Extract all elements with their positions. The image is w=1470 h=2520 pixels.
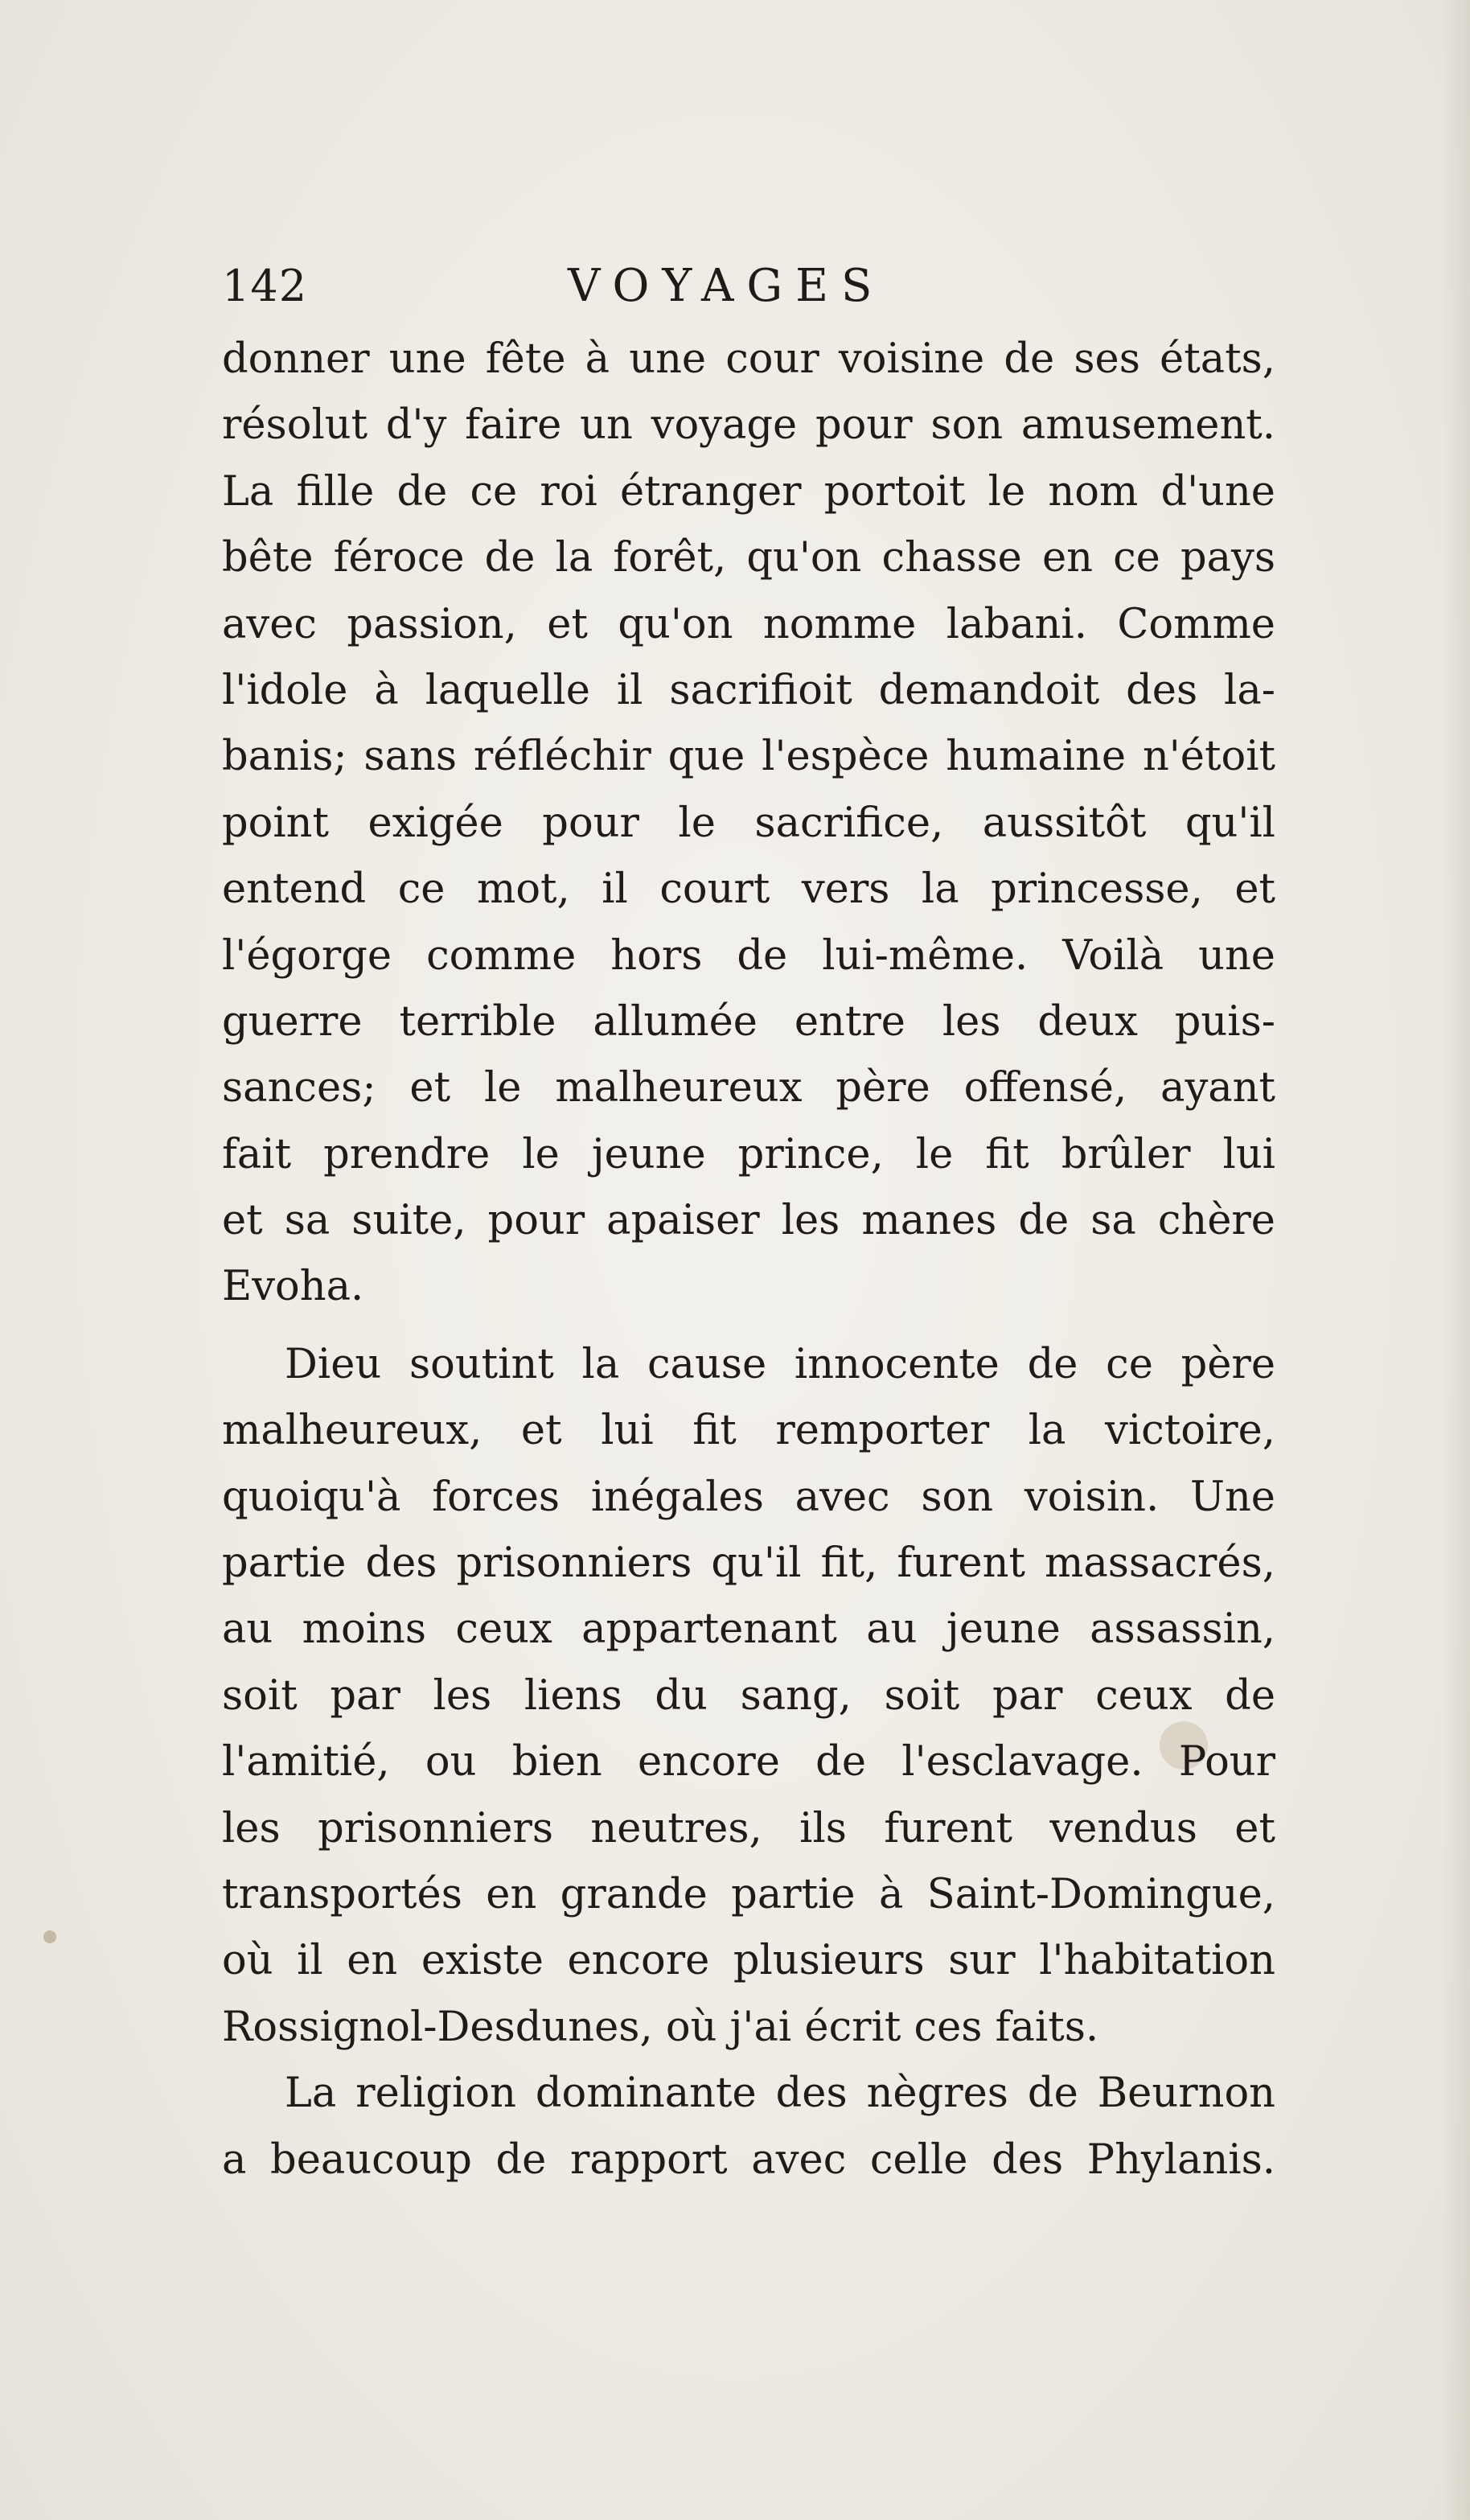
text-line: résolut d'y faire un voyage pour son amusement. xyxy=(222,401,1275,450)
text-line: La religion dominante des nègres de Beurnon xyxy=(285,2070,1275,2118)
text-line: Dieu soutint la cause innocente de ce père xyxy=(285,1340,1275,1388)
text-line: soit par les liens du sang, soit par ceux de xyxy=(222,1671,1275,1720)
text-line: l'idole à laquelle il sacrifioit demandoit des la- xyxy=(222,666,1275,714)
text-line: point exigée pour le sacrifice, aussitôt qu'il xyxy=(222,799,1275,847)
text-line: guerre terrible allumée entre les deux puis- xyxy=(222,997,1275,1046)
foxing-stain xyxy=(43,1930,56,1943)
text-line: entend ce mot, il court vers la princesse, et xyxy=(222,865,1275,914)
text-line: et sa suite, pour apaiser les manes de sa chère xyxy=(222,1197,1275,1245)
text-line: Rossignol-Desdunes, où j'ai écrit ces faits. xyxy=(222,2003,1099,2051)
text-line: avec passion, et qu'on nomme labani. Comme xyxy=(222,600,1275,648)
text-line: partie des prisonniers qu'il fit, furent massacrés, xyxy=(222,1540,1275,1588)
text-line: quoiqu'à forces inégales avec son voisin. Une xyxy=(222,1473,1275,1521)
paragraph xyxy=(222,2061,1275,2193)
text-line: donner une fête à une cour voisine de ses états, xyxy=(222,335,1275,383)
text-line: les prisonniers neutres, ils furent vendus et xyxy=(222,1804,1275,1852)
running-title: VOYAGES xyxy=(568,260,885,312)
text-line: bête féroce de la forêt, qu'on chasse en ce pays xyxy=(222,534,1275,582)
text-line: fait prendre le jeune prince, le fit brûler lui xyxy=(222,1130,1275,1178)
text-line: La fille de ce roi étranger portoit le nom d'une xyxy=(222,467,1275,516)
text-line: l'amitié, ou bien encore de l'esclavage. Pour xyxy=(222,1738,1275,1786)
page-number: 142 xyxy=(222,261,308,311)
text-line: banis; sans réfléchir que l'espèce humaine n'étoit xyxy=(222,733,1275,781)
text-line: où il en existe encore plusieurs sur l'habitation xyxy=(222,1937,1275,1985)
running-head xyxy=(222,254,1275,319)
text-line: sances; et le malheureux père offensé, ayant xyxy=(222,1064,1275,1112)
text-body xyxy=(222,327,1275,2193)
text-line: malheureux, et lui fit remporter la victoire, xyxy=(222,1407,1275,1455)
text-line: Evoha. xyxy=(222,1263,364,1311)
paragraph xyxy=(222,327,1275,1321)
paragraph xyxy=(222,1332,1275,2061)
page-edge-shadow xyxy=(1441,0,1470,2520)
text-line: a beaucoup de rapport avec celle des Phylanis. xyxy=(222,2136,1275,2184)
text-line: l'égorge comme hors de lui-même. Voilà une xyxy=(222,931,1275,980)
text-line: transportés en grande partie à Saint-Domingue, xyxy=(222,1870,1275,1918)
text-line: au moins ceux appartenant au jeune assassin, xyxy=(222,1605,1275,1654)
